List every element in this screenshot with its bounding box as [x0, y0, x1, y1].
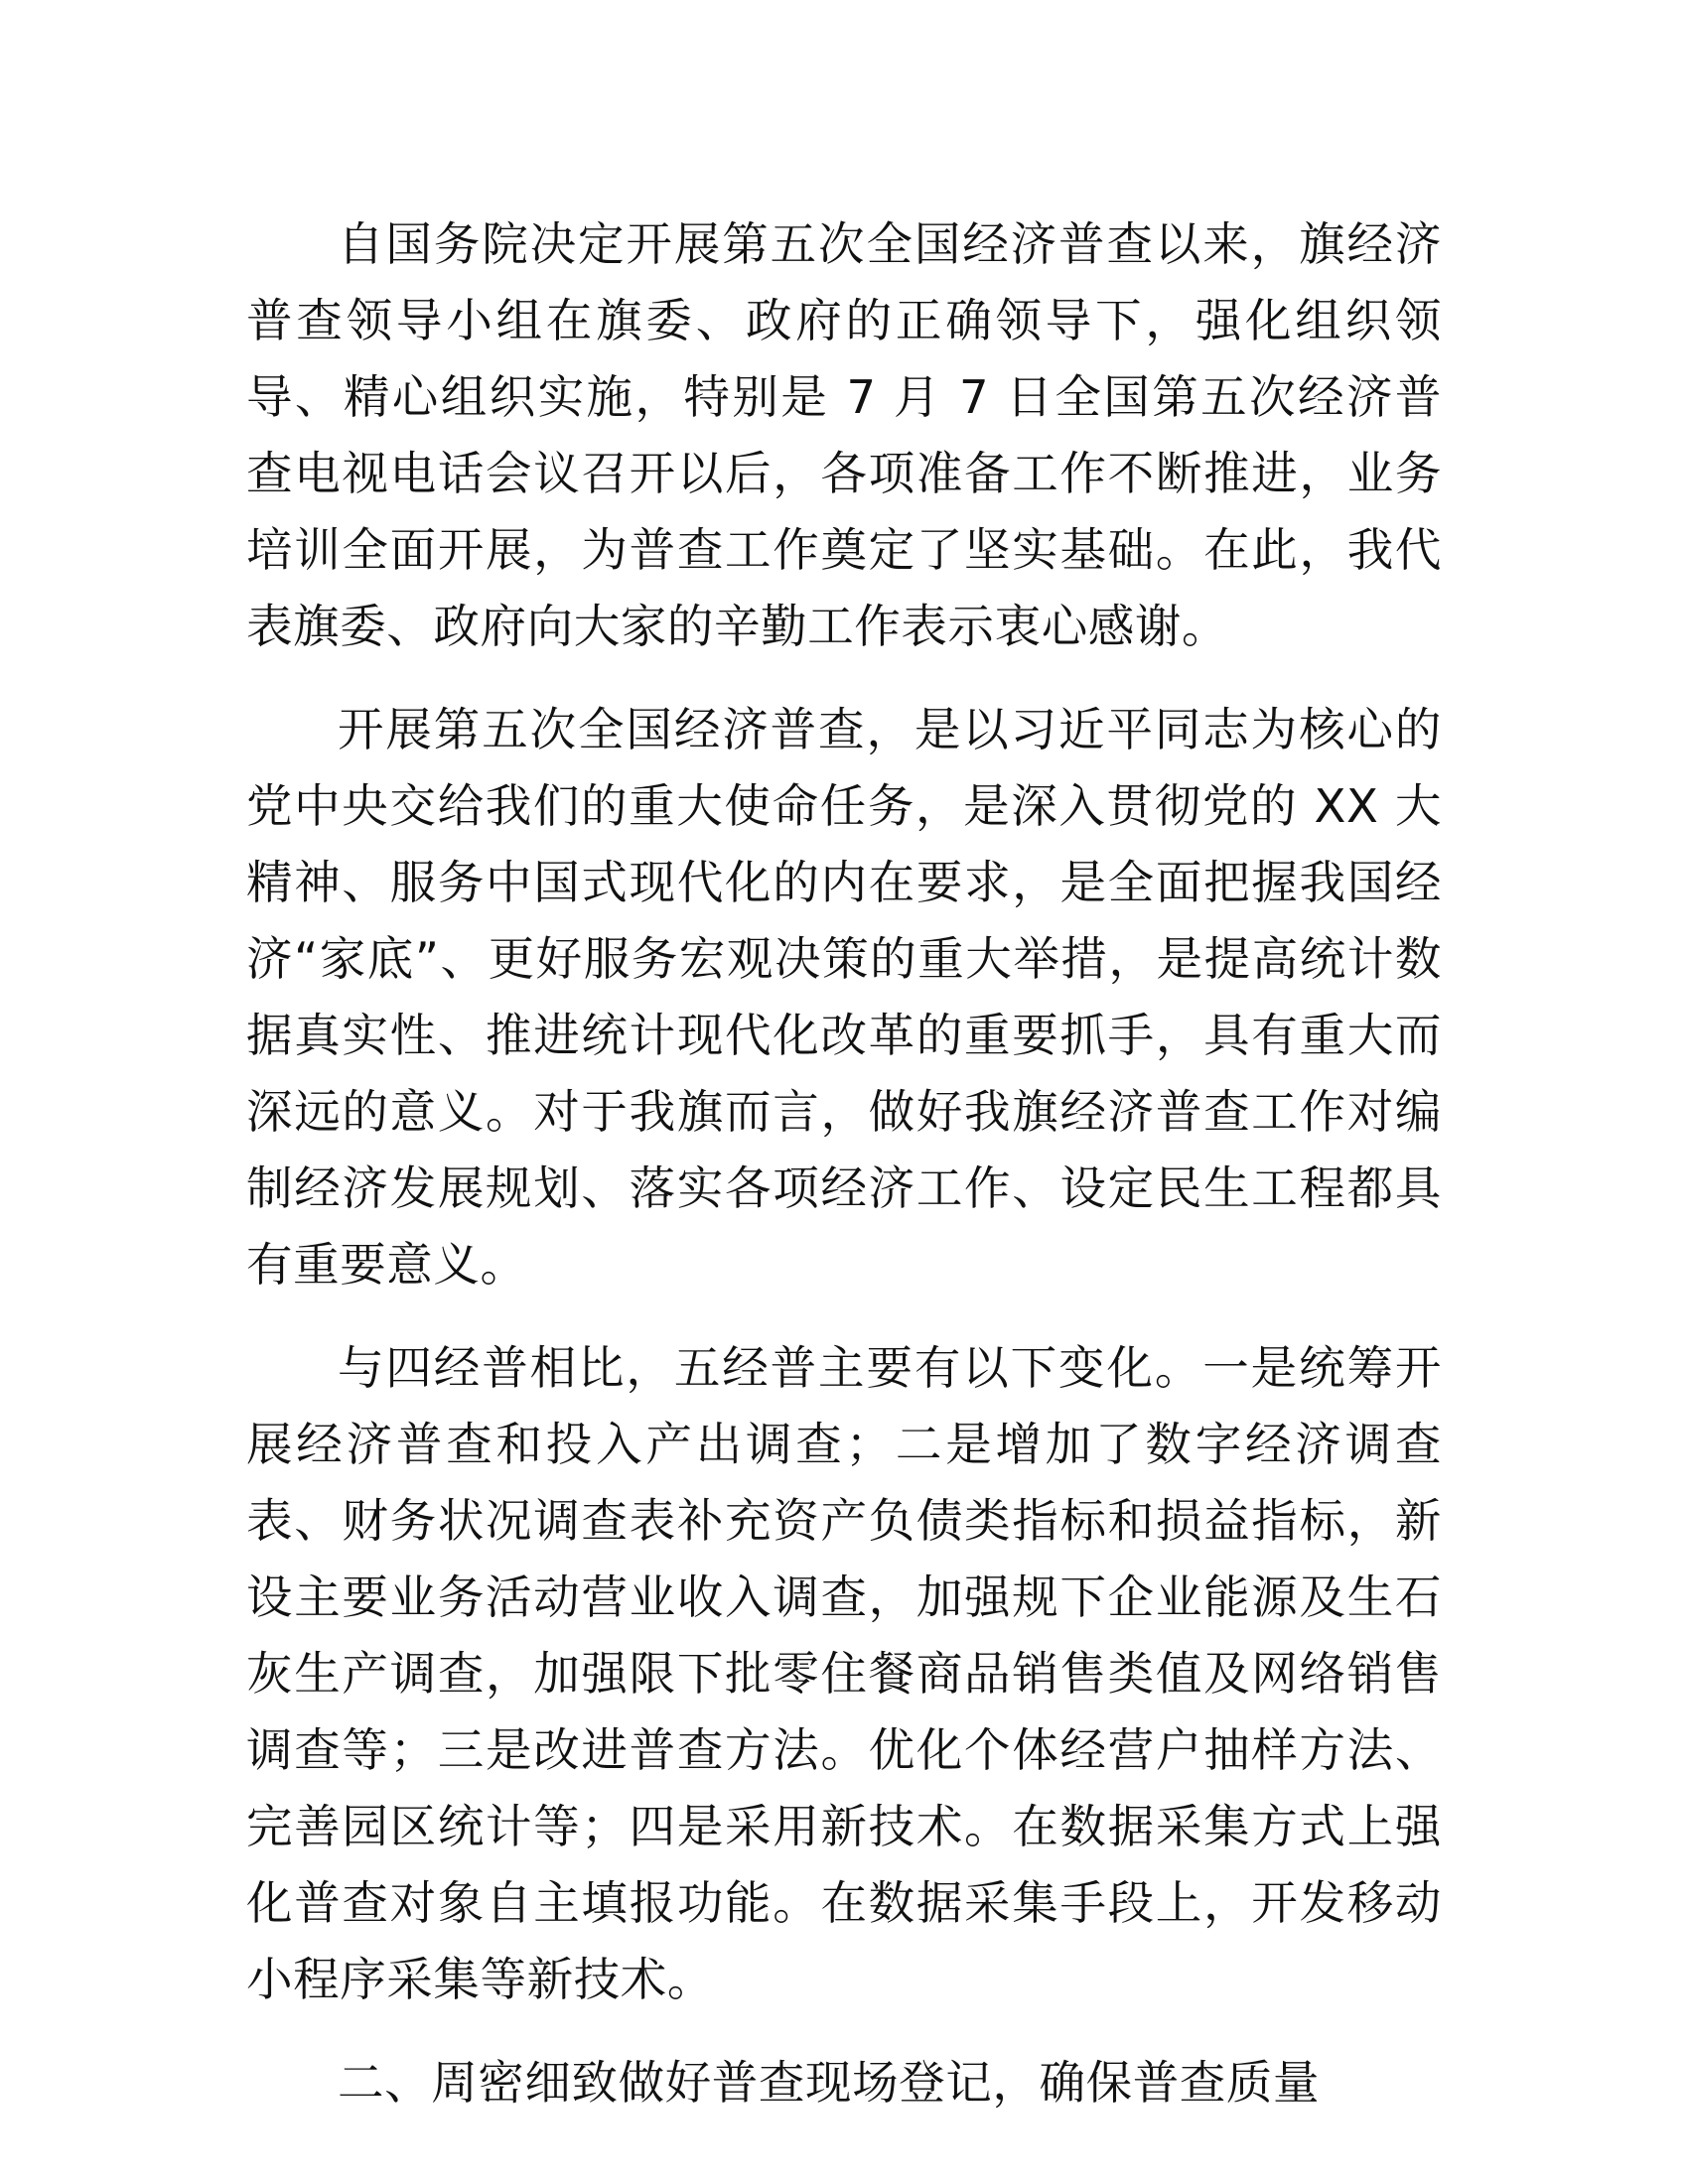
document-body — [246, 206, 1442, 2121]
section-heading: 二、周密细致做好普查现场登记，确保普查质量 — [338, 2056, 1321, 2110]
paragraph-1: 自国务院决定开展第五次全国经济普查以来，旗经济普查领导小组在旗委、政府的正确领导下，强化组织领导、精心组织实施，特别是 7 月 7 日全国第五次经济普查电视电话会议召开以后，各项准备工作不断推进，业务培训全面开展，为普查工作奠定了坚实基础。在此，我代表旗委、政府向大家的辛勤工作表示衷心感谢。 — [246, 217, 1442, 653]
paragraph-2: 开展第五次全国经济普查，是以习近平同志为核心的党中央交给我们的重大使命任务，是深入贯彻党的 XX 大精神、服务中国式现代化的内在要求，是全面把握我国经济“家底”、更好服务宏观决策的重大举措，是提高统计数据真实性、推进统计现代化改革的重要抓手，具有重大而深远的意义。对于我旗而言，做好我旗经济普查工作对编制经济发展规划、落实各项经济工作、设定民生工程都具有重要意义。 — [246, 703, 1442, 1292]
paragraph-3: 与四经普相比，五经普主要有以下变化。一是统筹开展经济普查和投入产出调查；二是增加了数字经济调查表、财务状况调查表补充资产负债类指标和损益指标，新设主要业务活动营业收入调查，加强规下企业能源及生石灰生产调查，加强限下批零住餐商品销售类值及网络销售调查等；三是改进普查方法。优化个体经营户抽样方法、完善园区统计等；四是采用新技术。在数据采集方式上强化普查对象自主填报功能。在数据采集手段上，开发移动小程序采集等新技术。 — [246, 1341, 1442, 2006]
